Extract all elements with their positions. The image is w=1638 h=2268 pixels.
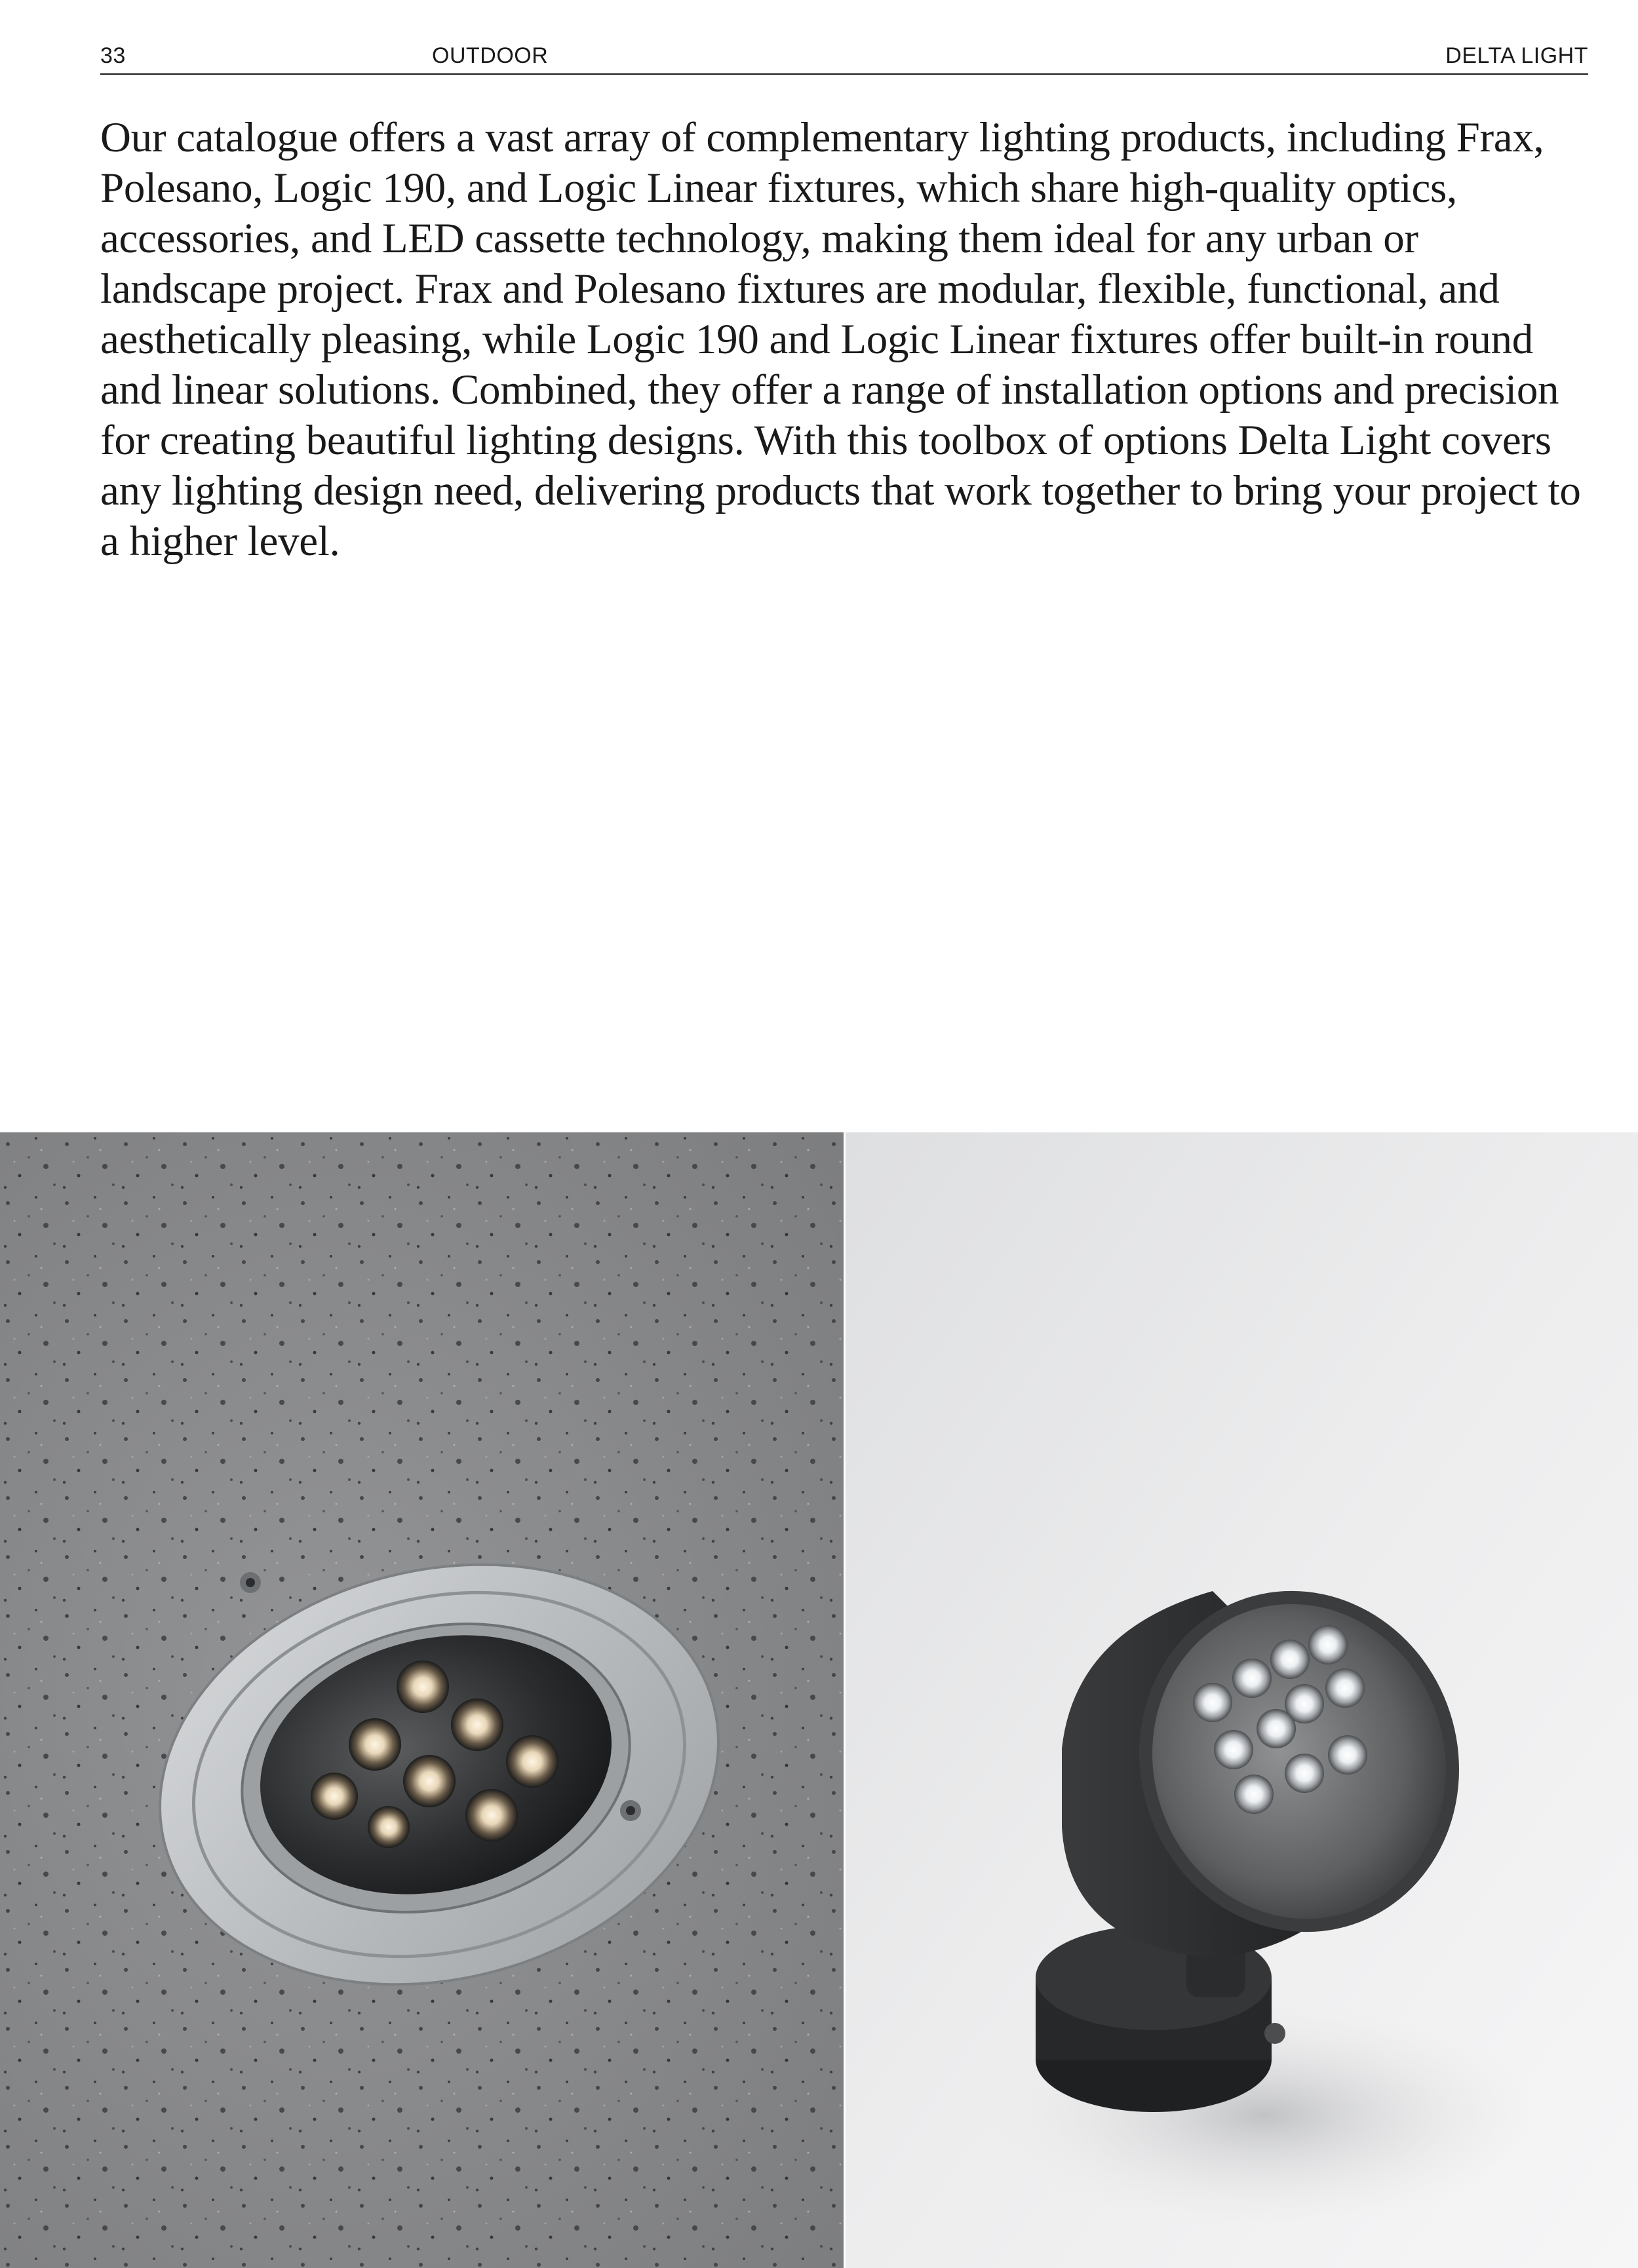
page-header bbox=[100, 41, 1588, 75]
body-paragraph: Our catalogue offers a vast array of complementary lighting products, including Frax, Polesano, Logic 190, and Logic Linear fixtures, which share high-quality optics, accessories, and LED cassette technology, making them ideal for any urban or landscape project. Frax and Polesano fixtures are modular, flexible, functional, and aesthetically pleasing, while Logic 190 and Logic Linear fixtures offer built-in round and linear solutions. Combined, they offer a range of installation options and precision for creating beautiful lighting designs. With this toolbox of options Delta Light covers any lighting design need, delivering products that work together to bring your project to a higher level. bbox=[100, 114, 1581, 565]
page-number: 33 bbox=[100, 43, 126, 68]
spotlight-fixture-photo bbox=[846, 1132, 1638, 2268]
section-title: OUTDOOR bbox=[432, 43, 549, 68]
brand-name: DELTA LIGHT bbox=[1445, 43, 1588, 68]
recessed-ground-light-photo bbox=[0, 1132, 844, 2268]
